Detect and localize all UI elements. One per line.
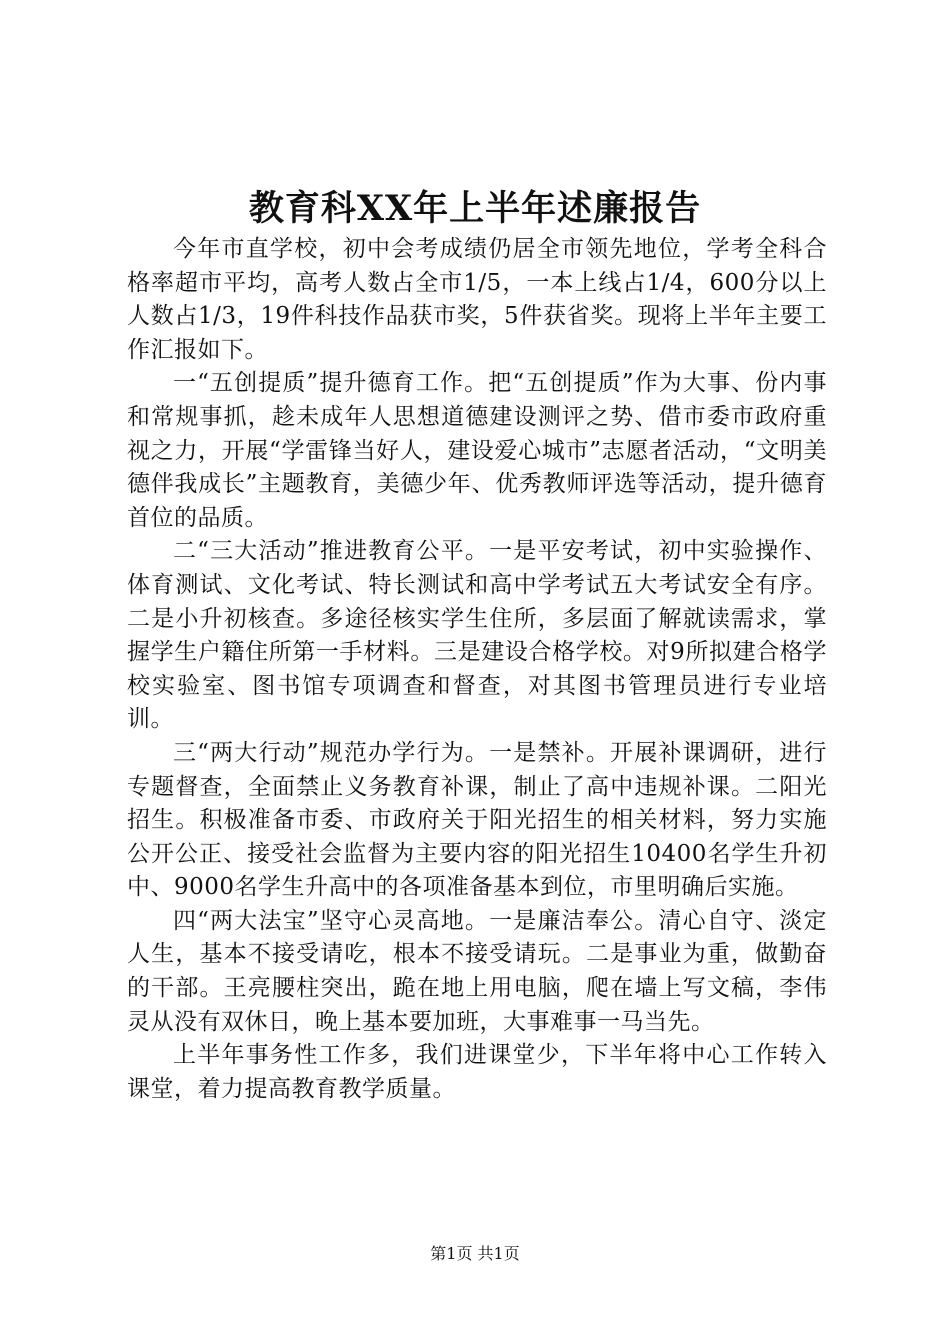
paragraph-school-regulation: 三“两大行动”规范办学行为。一是禁补。开展补课调研，进行专题督查，全面禁止义务教育补课，制止了高中违规补课。二阳光招生。积极准备市委、市政府关于阳光招生的相关材料，努力实施公开公正、接受社会监督为主要内容的阳光招生10400名学生升初中、9000名学生升高中的各项准备基本到位，市里明确后实施。 bbox=[127, 739, 827, 901]
document-title: 教育科XX年上半年述廉报告 bbox=[248, 188, 702, 229]
document-body bbox=[127, 233, 827, 1106]
page-footer: 第1页 共1页 bbox=[430, 1244, 520, 1263]
paragraph-moral-education: 一“五创提质”提升德育工作。把“五创提质”作为大事、份内事和常规事抓，趁未成年人思想道德建设测评之势、借市委市政府重视之力，开展“学雷锋当好人，建设爱心城市”志愿者活动，“文明美德伴我成长”主题教育，美德少年、优秀教师评选等活动，提升德育首位的品质。 bbox=[127, 370, 827, 531]
paragraph-education-fairness: 二“三大活动”推进教育公平。一是平安考试，初中实验操作、体育测试、文化考试、特长测试和高中学考试五大考试安全有序。二是小升初核查。多途径核实学生住所，多层面了解就读需求，掌握学生户籍住所第一手材料。三是建设合格学校。对9所拟建合格学校实验室、图书馆专项调查和督查，对其图书管理员进行专业培训。 bbox=[127, 538, 827, 733]
paragraph-conclusion: 上半年事务性工作多，我们进课堂少，下半年将中心工作转入课堂，着力提高教育教学质量。 bbox=[127, 1042, 827, 1102]
paragraph-intro: 今年市直学校，初中会考成绩仍居全市领先地位，学考全科合格率超市平均，高考人数占全市1/5，一本上线占1/4，600分以上人数占1/3，19件科技作品获市奖，5件获省奖。现将上半年主要工作汇报如下。 bbox=[127, 236, 827, 363]
paragraph-integrity: 四“两大法宝”坚守心灵高地。一是廉洁奉公。清心自守、淡定人生，基本不接受请吃，根本不接受请玩。二是事业为重，做勤奋的干部。王亮腰柱突出，跪在地上用电脑，爬在墙上写文稿，李伟灵从没有双休日，晚上基本要加班，大事难事一马当先。 bbox=[127, 907, 827, 1035]
